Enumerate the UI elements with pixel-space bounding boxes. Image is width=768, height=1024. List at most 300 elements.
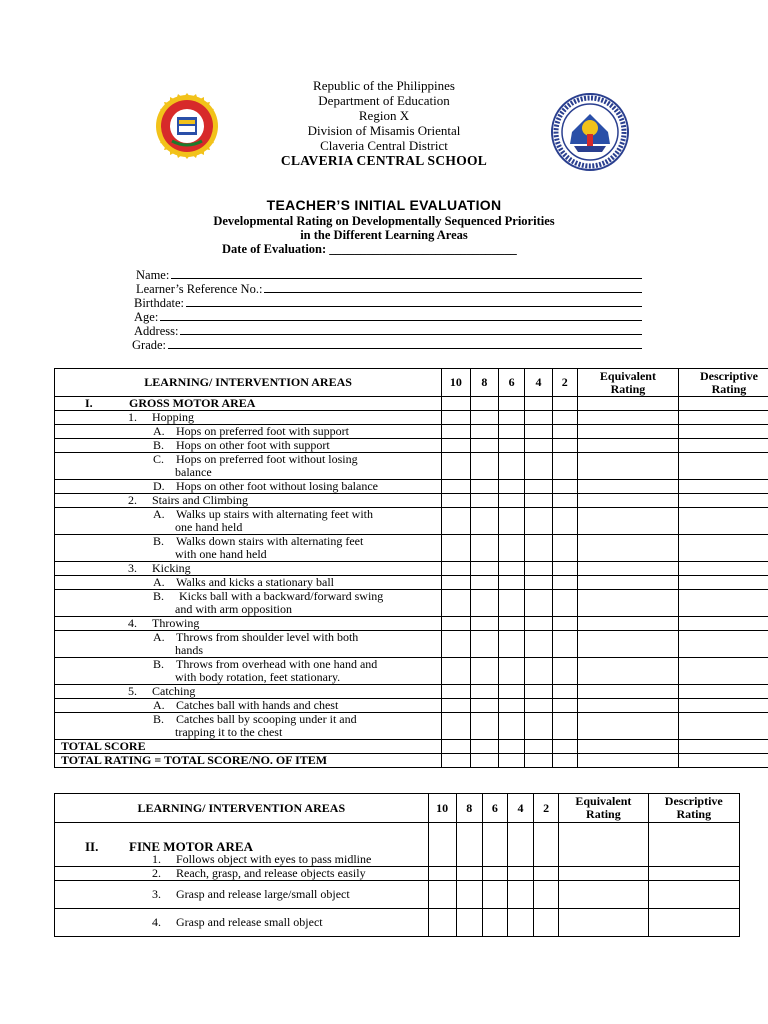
item-text: Kicking: [152, 561, 191, 575]
school-name: CLAVERIA CENTRAL SCHOOL: [280, 153, 488, 168]
score-cell[interactable]: [552, 590, 577, 617]
item-text: Throws from shoulder level with both: [176, 630, 359, 644]
score-cell[interactable]: [552, 658, 577, 685]
score-cell[interactable]: [525, 439, 552, 453]
item-number: 4.: [152, 915, 161, 929]
roman-numeral: I.: [85, 396, 93, 410]
score-cell[interactable]: [552, 508, 577, 535]
equivalent-cell[interactable]: [577, 740, 678, 754]
fine-motor-table: [54, 793, 740, 937]
score-cell[interactable]: [470, 562, 498, 576]
score-cell[interactable]: [499, 631, 525, 658]
equivalent-rating-header: [559, 794, 648, 823]
equivalent-cell[interactable]: [577, 397, 678, 411]
item-text: Follows object with eyes to pass midline: [176, 852, 372, 866]
item-text: Grasp and release small object: [176, 915, 323, 929]
score-cell[interactable]: [499, 713, 525, 740]
item-text: Walks up stairs with alternating feet with: [176, 507, 373, 521]
score-cell[interactable]: [525, 631, 552, 658]
descriptive-cell[interactable]: [678, 494, 768, 508]
reference-label: Learner’s Reference No.:: [136, 282, 263, 296]
item-label: [55, 713, 442, 740]
score-cell[interactable]: [470, 740, 498, 754]
item-text: Walks and kicks a stationary ball: [176, 575, 334, 589]
item-number: 3.: [128, 561, 137, 575]
rating-label: Rating: [586, 807, 621, 821]
score-cell[interactable]: [470, 754, 498, 768]
equivalent-cell[interactable]: [577, 425, 678, 439]
score-cell[interactable]: [499, 658, 525, 685]
descriptive-cell[interactable]: [678, 425, 768, 439]
score-cell[interactable]: [507, 867, 533, 881]
score-cell[interactable]: [552, 397, 577, 411]
score-cell[interactable]: [442, 685, 470, 699]
equivalent-cell[interactable]: [577, 439, 678, 453]
table-row: [55, 494, 768, 508]
item-text: Hops on other foot without losing balance: [176, 479, 378, 493]
score-cell[interactable]: [442, 590, 470, 617]
score-cell[interactable]: [470, 535, 498, 562]
score-cell[interactable]: [552, 631, 577, 658]
descriptive-cell[interactable]: [648, 881, 739, 909]
item-text: Kicks ball with a backward/forward swing: [176, 589, 384, 603]
item-label: [55, 494, 442, 508]
age-field[interactable]: [132, 310, 642, 324]
header-line: Republic of the Philippines: [313, 78, 455, 93]
score-cell[interactable]: [442, 397, 470, 411]
score-cell[interactable]: [482, 867, 507, 881]
header-line: Department of Education: [318, 93, 450, 108]
reference-line[interactable]: [264, 282, 642, 293]
score-cell[interactable]: [456, 867, 482, 881]
grade-line[interactable]: [168, 338, 642, 349]
score-cell[interactable]: [442, 439, 470, 453]
descriptive-cell[interactable]: [678, 535, 768, 562]
table-row: [55, 590, 768, 617]
score-cell[interactable]: [442, 508, 470, 535]
descriptive-cell[interactable]: [678, 439, 768, 453]
score-cell[interactable]: [470, 425, 498, 439]
score-6-header: 6: [499, 369, 525, 397]
name-field[interactable]: [132, 268, 642, 282]
descriptive-cell[interactable]: [678, 576, 768, 590]
item-text: Hops on preferred foot with support: [176, 424, 349, 438]
score-cell[interactable]: [552, 576, 577, 590]
score-cell[interactable]: [552, 754, 577, 768]
header-line: Division of Misamis Oriental: [307, 123, 461, 138]
section-title: [55, 397, 442, 411]
score-cell[interactable]: [499, 508, 525, 535]
item-text: Reach, grasp, and release objects easily: [176, 866, 366, 880]
equivalent-cell[interactable]: [577, 576, 678, 590]
descriptive-cell[interactable]: [678, 685, 768, 699]
score-cell[interactable]: [482, 823, 507, 867]
score-cell[interactable]: [525, 685, 552, 699]
item-text: Hops on other foot with support: [176, 438, 330, 452]
score-4-header: 4: [525, 369, 552, 397]
score-cell[interactable]: [552, 562, 577, 576]
table-row: [55, 631, 768, 658]
equivalent-cell[interactable]: [577, 494, 678, 508]
table-row: [55, 562, 768, 576]
birthdate-label: Birthdate:: [134, 296, 184, 310]
grade-label: Grade:: [132, 338, 167, 352]
score-cell[interactable]: [470, 617, 498, 631]
item-label: [55, 562, 442, 576]
item-letter: B.: [153, 534, 165, 548]
score-cell[interactable]: [470, 631, 498, 658]
rating-label: Rating: [610, 381, 646, 396]
score-cell[interactable]: [470, 508, 498, 535]
descriptive-cell[interactable]: [648, 909, 739, 937]
descriptive-cell[interactable]: [678, 397, 768, 411]
item-text: Throwing: [152, 616, 200, 630]
table-row: [55, 425, 768, 439]
descriptive-cell[interactable]: [678, 740, 768, 754]
equivalent-cell[interactable]: [577, 754, 678, 768]
descriptive-rating-header: [678, 369, 768, 397]
score-cell[interactable]: [442, 631, 470, 658]
score-cell[interactable]: [525, 397, 552, 411]
score-cell[interactable]: [525, 535, 552, 562]
item-text: Walks down stairs with alternating feet: [176, 534, 364, 548]
score-cell[interactable]: [442, 617, 470, 631]
item-label: [55, 658, 442, 685]
score-cell[interactable]: [525, 411, 552, 425]
table-row: [55, 397, 768, 411]
item-label: [55, 590, 442, 617]
section-title: [55, 823, 429, 867]
score-cell[interactable]: [552, 617, 577, 631]
score-cell[interactable]: [499, 411, 525, 425]
equivalent-cell[interactable]: [559, 881, 648, 909]
item-text-cont: trapping it to the chest: [175, 725, 283, 739]
equivalent-label: Equivalent: [575, 794, 632, 808]
descriptive-cell[interactable]: [678, 508, 768, 535]
score-cell[interactable]: [499, 494, 525, 508]
table-row: [55, 535, 768, 562]
score-cell[interactable]: [470, 699, 498, 713]
score-cell[interactable]: [525, 713, 552, 740]
date-of-evaluation-field[interactable]: Date of Evaluation: ______________________________: [222, 242, 517, 256]
score-6-header: 6: [482, 794, 507, 823]
address-line[interactable]: [180, 324, 642, 335]
item-label: [55, 535, 442, 562]
score-cell[interactable]: [507, 881, 533, 909]
equivalent-rating-header: [577, 369, 678, 397]
score-cell[interactable]: [525, 508, 552, 535]
table-row: [55, 685, 768, 699]
table-row: [55, 508, 768, 535]
score-cell[interactable]: [442, 576, 470, 590]
descriptive-cell[interactable]: [678, 617, 768, 631]
score-cell[interactable]: [507, 909, 533, 937]
equivalent-cell[interactable]: [577, 562, 678, 576]
score-cell[interactable]: [499, 699, 525, 713]
score-cell[interactable]: [525, 658, 552, 685]
score-cell[interactable]: [442, 425, 470, 439]
score-cell[interactable]: [442, 713, 470, 740]
descriptive-cell[interactable]: [678, 411, 768, 425]
item-label: [55, 411, 442, 425]
descriptive-label: Descriptive: [699, 368, 758, 383]
score-cell[interactable]: [442, 658, 470, 685]
descriptive-cell[interactable]: [648, 823, 739, 867]
item-number: 5.: [128, 684, 137, 698]
score-cell[interactable]: [442, 754, 470, 768]
score-cell[interactable]: [534, 909, 559, 937]
table-row: [55, 411, 768, 425]
item-text: Grasp and release large/small object: [176, 887, 350, 901]
areas-header: LEARNING/ INTERVENTION AREAS: [55, 369, 442, 397]
score-cell[interactable]: [442, 494, 470, 508]
equivalent-label: Equivalent: [599, 368, 656, 383]
score-cell[interactable]: [525, 576, 552, 590]
item-text-cont: with one hand held: [175, 547, 267, 561]
item-label: [55, 617, 442, 631]
item-number: 3.: [152, 887, 161, 901]
score-cell[interactable]: [470, 576, 498, 590]
score-cell[interactable]: [470, 397, 498, 411]
score-cell[interactable]: [525, 562, 552, 576]
score-cell[interactable]: [525, 494, 552, 508]
item-label: [55, 425, 442, 439]
score-cell[interactable]: [470, 685, 498, 699]
descriptive-rating-header: [648, 794, 739, 823]
score-cell[interactable]: [552, 411, 577, 425]
score-cell[interactable]: [525, 699, 552, 713]
score-cell[interactable]: [552, 740, 577, 754]
descriptive-cell[interactable]: [678, 590, 768, 617]
equivalent-cell[interactable]: [577, 535, 678, 562]
score-cell[interactable]: [534, 823, 559, 867]
score-cell[interactable]: [534, 881, 559, 909]
table-row: [55, 576, 768, 590]
descriptive-cell[interactable]: [648, 867, 739, 881]
score-cell[interactable]: [470, 494, 498, 508]
score-cell[interactable]: [428, 881, 456, 909]
descriptive-cell[interactable]: [678, 631, 768, 658]
item-label: [55, 685, 442, 699]
header-line: Claveria Central District: [320, 138, 448, 153]
table-row: [55, 867, 740, 881]
score-cell[interactable]: [552, 713, 577, 740]
score-cell[interactable]: [534, 867, 559, 881]
equivalent-cell[interactable]: [577, 480, 678, 494]
score-cell[interactable]: [499, 535, 525, 562]
score-cell[interactable]: [552, 453, 577, 480]
score-cell[interactable]: [456, 881, 482, 909]
grade-field[interactable]: [132, 338, 642, 352]
score-cell[interactable]: [442, 562, 470, 576]
item-label: [55, 480, 442, 494]
score-cell[interactable]: [525, 425, 552, 439]
equivalent-cell[interactable]: [577, 658, 678, 685]
learner-info: [132, 268, 642, 352]
table-row: [55, 713, 768, 740]
item-text: Hopping: [152, 410, 194, 424]
equivalent-cell[interactable]: [559, 823, 648, 867]
address-field[interactable]: [132, 324, 642, 338]
score-cell[interactable]: [525, 590, 552, 617]
item-letter: A.: [153, 630, 165, 644]
item-label: [55, 439, 442, 453]
descriptive-cell[interactable]: [678, 658, 768, 685]
score-cell[interactable]: [499, 439, 525, 453]
score-cell[interactable]: [525, 453, 552, 480]
score-cell[interactable]: [499, 425, 525, 439]
score-cell[interactable]: [442, 480, 470, 494]
item-number: 2.: [128, 493, 137, 507]
equivalent-cell[interactable]: [577, 453, 678, 480]
score-cell[interactable]: [499, 590, 525, 617]
table-row: [55, 439, 768, 453]
equivalent-cell[interactable]: [577, 508, 678, 535]
item-text: Stairs and Climbing: [152, 493, 248, 507]
score-cell[interactable]: [499, 617, 525, 631]
score-cell[interactable]: [525, 740, 552, 754]
gross-motor-table: [54, 368, 768, 768]
descriptive-cell[interactable]: [678, 699, 768, 713]
score-cell[interactable]: [507, 823, 533, 867]
section-label: GROSS MOTOR AREA: [129, 396, 256, 410]
section-label: FINE MOTOR AREA: [129, 839, 253, 854]
score-cell[interactable]: [428, 867, 456, 881]
item-text: Catches ball with hands and chest: [176, 698, 339, 712]
reference-field[interactable]: [132, 282, 642, 296]
item-letter: C.: [153, 452, 165, 466]
score-cell[interactable]: [499, 740, 525, 754]
score-cell[interactable]: [482, 909, 507, 937]
score-cell[interactable]: [482, 881, 507, 909]
score-cell[interactable]: [470, 590, 498, 617]
score-cell[interactable]: [442, 411, 470, 425]
item-text-cont: one hand held: [175, 520, 243, 534]
score-cell[interactable]: [470, 713, 498, 740]
score-cell[interactable]: [499, 480, 525, 494]
item-text: Hops on preferred foot without losing: [176, 452, 358, 466]
table-row: [55, 453, 768, 480]
equivalent-cell[interactable]: [577, 713, 678, 740]
score-cell[interactable]: [525, 480, 552, 494]
item-label: [55, 867, 429, 881]
score-cell[interactable]: [470, 453, 498, 480]
score-cell[interactable]: [499, 453, 525, 480]
score-cell[interactable]: [499, 397, 525, 411]
item-number: 4.: [128, 616, 137, 630]
name-label: Name:: [136, 268, 170, 282]
item-letter: B.: [153, 712, 165, 726]
equivalent-cell[interactable]: [577, 411, 678, 425]
score-10-header: 10: [428, 794, 456, 823]
item-label: [55, 453, 442, 480]
score-cell[interactable]: [456, 823, 482, 867]
score-cell[interactable]: [442, 535, 470, 562]
score-cell[interactable]: [552, 425, 577, 439]
score-cell[interactable]: [470, 439, 498, 453]
score-cell[interactable]: [525, 754, 552, 768]
score-cell[interactable]: [552, 535, 577, 562]
score-cell[interactable]: [552, 439, 577, 453]
item-text-cont: hands: [175, 643, 203, 657]
total-rating-row: [55, 754, 768, 768]
birthdate-line[interactable]: [186, 296, 642, 307]
score-cell[interactable]: [470, 480, 498, 494]
equivalent-cell[interactable]: [559, 909, 648, 937]
total-rating-label: TOTAL RATING = TOTAL SCORE/NO. OF ITEM: [55, 754, 442, 768]
table-row: [55, 617, 768, 631]
descriptive-cell[interactable]: [678, 754, 768, 768]
item-letter: B.: [153, 589, 165, 603]
roman-numeral: II.: [85, 839, 99, 854]
score-8-header: 8: [456, 794, 482, 823]
total-score-row: [55, 740, 768, 754]
equivalent-cell[interactable]: [577, 631, 678, 658]
item-letter: A.: [153, 424, 165, 438]
equivalent-cell[interactable]: [577, 590, 678, 617]
equivalent-cell[interactable]: [577, 617, 678, 631]
equivalent-cell[interactable]: [577, 699, 678, 713]
equivalent-cell[interactable]: [559, 867, 648, 881]
age-line[interactable]: [160, 310, 642, 321]
score-cell[interactable]: [470, 658, 498, 685]
item-label: [55, 576, 442, 590]
subtitle-line-2: in the Different Learning Areas: [300, 228, 468, 242]
equivalent-cell[interactable]: [577, 685, 678, 699]
name-line[interactable]: [171, 268, 642, 279]
score-cell[interactable]: [456, 909, 482, 937]
score-cell[interactable]: [552, 685, 577, 699]
address-label: Address:: [134, 324, 179, 338]
item-number: 2.: [152, 866, 161, 880]
descriptive-cell[interactable]: [678, 562, 768, 576]
descriptive-cell[interactable]: [678, 453, 768, 480]
table-row: [55, 480, 768, 494]
score-cell[interactable]: [552, 494, 577, 508]
item-text-cont: and with arm opposition: [175, 602, 292, 616]
descriptive-cell[interactable]: [678, 480, 768, 494]
score-cell[interactable]: [499, 685, 525, 699]
header-line: Region X: [358, 108, 410, 123]
descriptive-cell[interactable]: [678, 713, 768, 740]
table-row: [55, 658, 768, 685]
score-cell[interactable]: [525, 617, 552, 631]
areas-header: LEARNING/ INTERVENTION AREAS: [55, 794, 429, 823]
item-text-cont: balance: [175, 465, 212, 479]
rating-label: Rating: [711, 381, 747, 396]
score-cell[interactable]: [552, 699, 577, 713]
score-cell[interactable]: [552, 480, 577, 494]
score-cell[interactable]: [442, 453, 470, 480]
document-header: [0, 78, 768, 168]
score-cell[interactable]: [442, 699, 470, 713]
birthdate-field[interactable]: [132, 296, 642, 310]
score-10-header: 10: [442, 369, 470, 397]
score-cell[interactable]: [428, 909, 456, 937]
item-letter: A.: [153, 575, 165, 589]
score-cell[interactable]: [499, 576, 525, 590]
score-cell[interactable]: [499, 754, 525, 768]
descriptive-label: Descriptive: [664, 794, 723, 808]
score-cell[interactable]: [442, 740, 470, 754]
score-cell[interactable]: [428, 823, 456, 867]
subtitle-line-1: Developmental Rating on Developmentally Sequenced Priorities: [213, 214, 555, 228]
score-cell[interactable]: [470, 411, 498, 425]
item-letter: A.: [153, 698, 165, 712]
score-cell[interactable]: [499, 562, 525, 576]
item-letter: B.: [153, 438, 165, 452]
age-label: Age:: [134, 310, 159, 324]
